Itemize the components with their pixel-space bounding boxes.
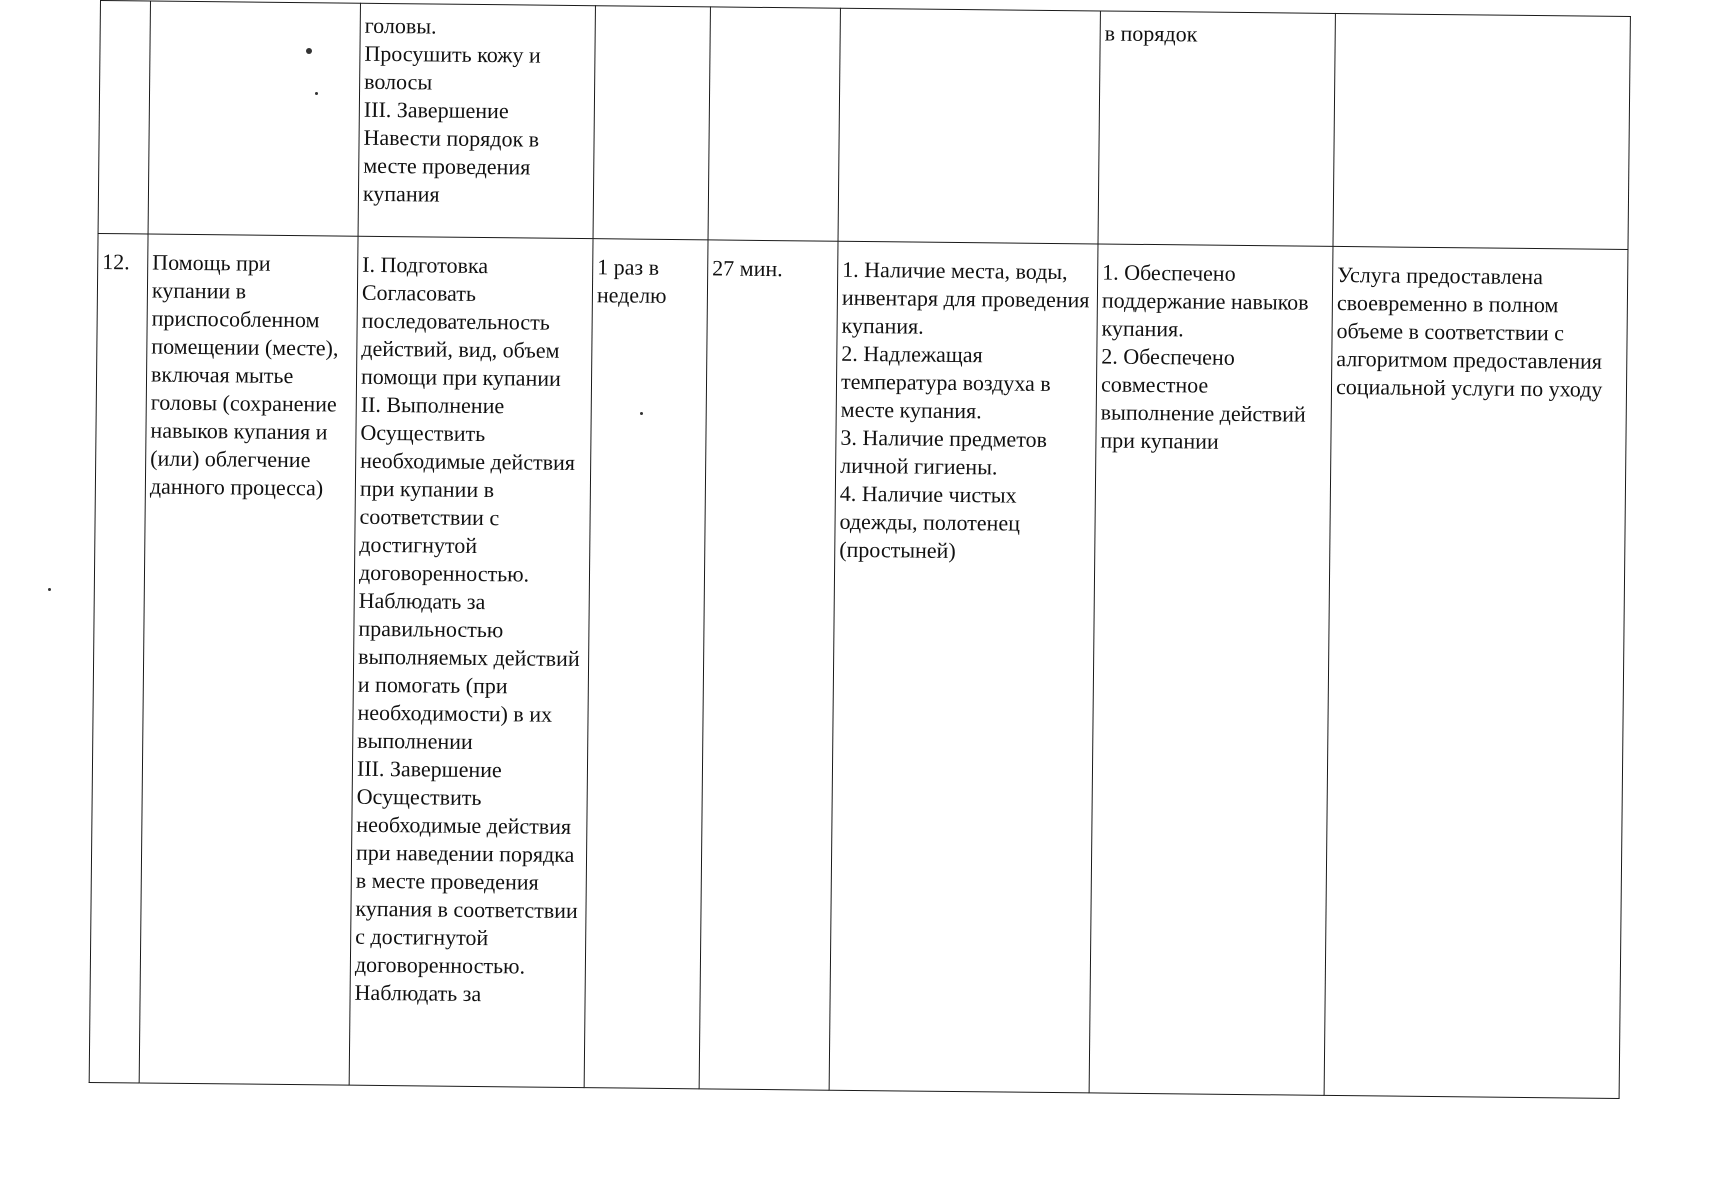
services-table (89, 0, 1631, 1099)
cell-duration: 27 мин. (699, 240, 838, 1090)
cell-conditions: 1. Наличие места, воды, инвентаря для проведения купания. 2. Надлежащая температура воздуха в месте купания. 3. Наличие предметов личной гигиены. 4. Наличие чистых одежды, полотенец (простыней) (829, 241, 1098, 1093)
cell-evaluation: Услуга предоставлена своевременно в полном объеме в соответствии с алгоритмом предоставления социальной услуги по уходу (1324, 246, 1628, 1098)
cell-result: 1. Обеспечено поддержание навыков купания. 2. Обеспечено совместное выполнение действий при купании (1089, 244, 1333, 1095)
scan-speck (306, 48, 312, 54)
cell-number (98, 1, 150, 235)
scan-speck (640, 412, 643, 415)
table-row (98, 1, 1630, 250)
cell-number: 12. (89, 233, 148, 1082)
cell-service-name (148, 1, 360, 236)
cell-evaluation (1333, 13, 1630, 249)
cell-conditions (838, 8, 1100, 244)
scan-speck (48, 588, 51, 591)
cell-procedure: головы. Просушить кожу и волосы III. Завершение Навести порядок в месте проведения купания (358, 3, 595, 238)
cell-service-name: Помощь при купании в приспособленном помещении (месте), включая мытье головы (сохранение навыков купания и (или) облегчение данного процесса) (139, 234, 358, 1085)
document-sheet (89, 0, 1630, 1111)
scan-speck (315, 92, 318, 95)
cell-duration (708, 7, 840, 241)
table-row (89, 233, 1628, 1098)
cell-result: в порядок (1098, 11, 1335, 246)
cell-frequency: 1 раз в неделю (584, 239, 708, 1089)
cell-procedure: I. Подготовка Согласовать последовательность действий, вид, объем помощи при купании II. Выполнение Осуществить необходимые действия при купании в соответствии с достигнутой договоренностью. Наблюдать за правильностью выполняемых действий и помогать (при необходимости) в их выполнении III. Завершение Осуществить необходимые действия при наведении порядка в месте проведения купания в соответствии с достигнутой договоренностью. Наблюдать за (349, 236, 593, 1087)
cell-frequency (593, 6, 710, 240)
